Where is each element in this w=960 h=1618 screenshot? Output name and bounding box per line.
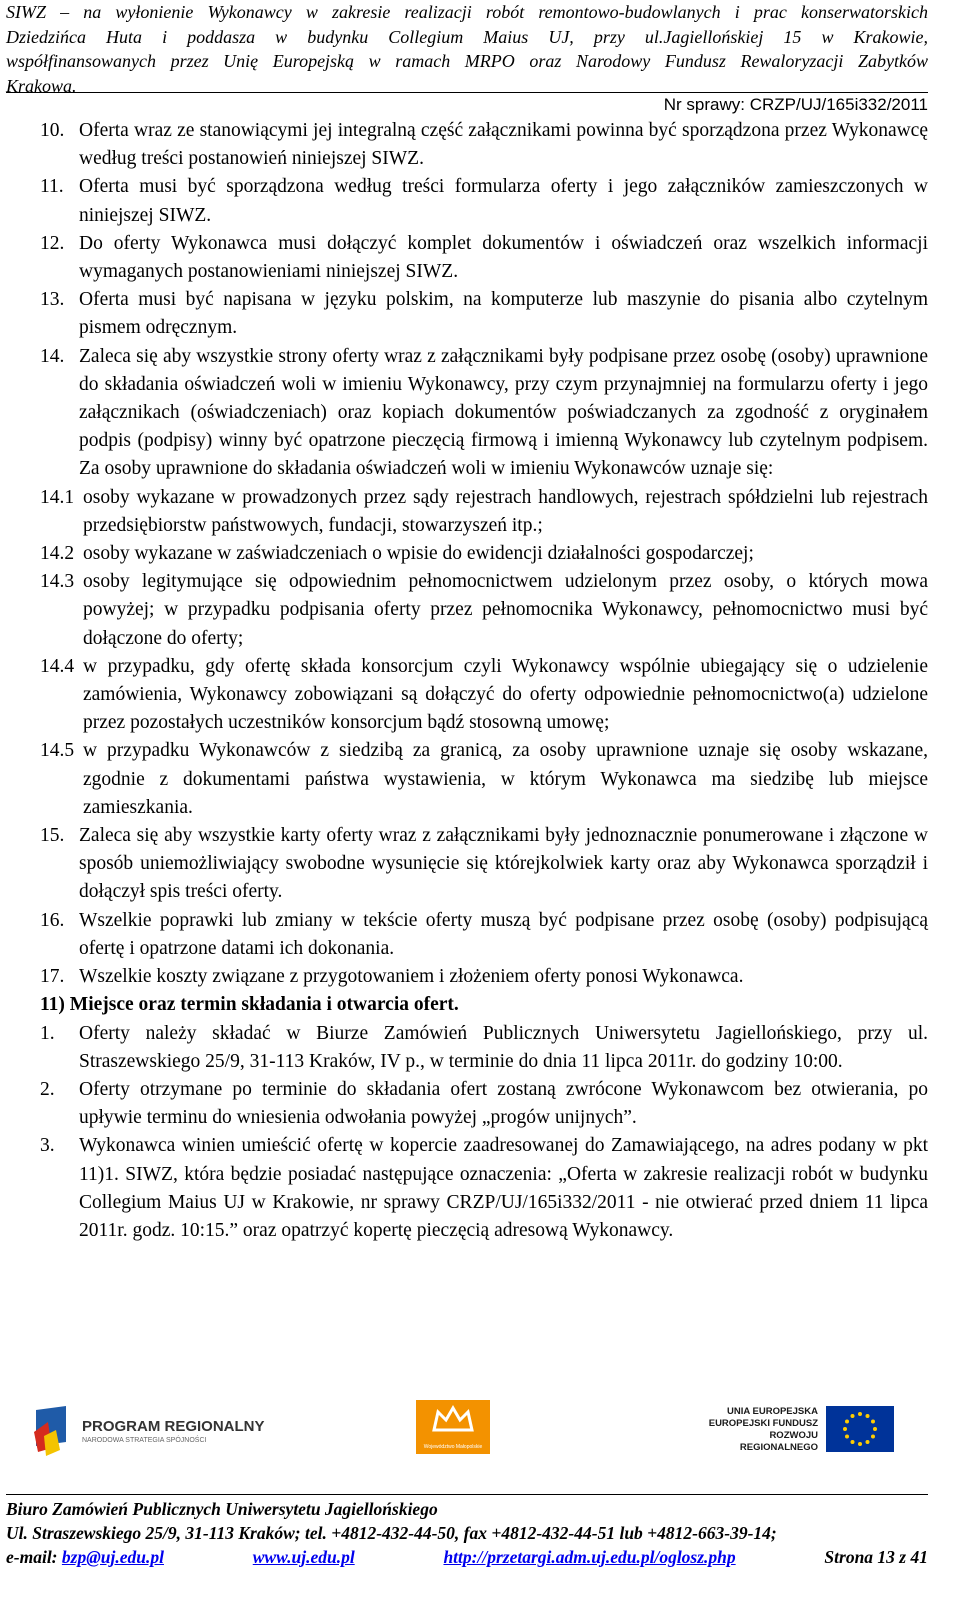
list-item [40, 173, 928, 229]
list-item-number: 3. [40, 1135, 55, 1157]
list-item-text: Zaleca się aby wszystkie strony oferty wraz z załącznikami były podpisane przez osobę (osoby) uprawnione do składania oświadczeń woli w imieniu Wykonawcy, przy czym przynajmniej na formularzu oferty i jego załącznikach (oświadczeniach) oraz kopiach dokumentów poświadczanych za zgodność z oryginałem podpis (podpisy) winny być opatrzone pieczęcią firmową i imienną Wykonawcy lub czytelnym podpisem. Za osoby uprawnione do składania oświadczeń woli w imieniu Wykonawców uznaje się: [79, 345, 928, 480]
footer-divider [6, 1494, 928, 1495]
eu-star [845, 1435, 849, 1439]
malopolska-crest-icon [416, 1400, 490, 1440]
footer-email-label: e-mail: [6, 1547, 58, 1567]
header-line-4: Krakowa. [6, 75, 77, 96]
sub-list-item-number: 14.1 [40, 486, 75, 508]
eu-star [866, 1414, 870, 1418]
funding-logos [20, 1398, 920, 1468]
eu-flag-icon [826, 1406, 894, 1452]
list-item-text: Zaleca się aby wszystkie karty oferty wraz z załącznikami były jednoznacznie ponumerowane i złączone w sposób uniemożliwiający swobodne wysunięcie się którejkolwiek karty oraz aby Wykonawca sporządził i dołączył spis treści oferty. [79, 825, 928, 903]
footer-office-name: Biuro Zamówień Publicznych Uniwersytetu Jagiellońskiego [6, 1499, 438, 1519]
list-item-number: 13. [40, 289, 65, 311]
header-line-1: SIWZ – na wyłonienie Wykonawcy w zakresie realizacji robót remontowo-budowlanych i prac konserwatorskich [6, 2, 928, 22]
program-regionalny-logo [30, 1402, 270, 1462]
page-number: Strona 13 z 41 [824, 1547, 928, 1567]
eu-fund-logo [700, 1406, 900, 1456]
sub-list-item-number: 14.3 [40, 571, 75, 593]
list-item-number: 16. [40, 909, 65, 931]
list-item [40, 1132, 928, 1245]
list-item-text: Oferta musi być napisana w języku polskim, na komputerze lub maszynie do pisania albo czytelnym pismem odręcznym. [79, 289, 928, 339]
list-item-text: Oferty otrzymane po terminie do składania ofert zostaną zwrócone Wykonawcom bez otwierania, po upływie terminu do wniesienia odwołania powyżej „progów unijnych”. [79, 1078, 928, 1129]
footer-website-link[interactable]: www.uj.edu.pl [252, 1547, 355, 1567]
submission-rules-list [40, 1020, 928, 1246]
sub-list-item-number: 14.2 [40, 543, 75, 565]
offer-requirements-list [40, 117, 928, 484]
program-subtitle: NARODOWA STRATEGIA SPÓJNOŚCI [82, 1437, 207, 1444]
sub-list-item [40, 568, 928, 653]
malopolska-logo [416, 1400, 490, 1454]
program-title: PROGRAM REGIONALNY [82, 1418, 265, 1435]
sub-list-item [40, 737, 928, 822]
footer-links-row [6, 1545, 928, 1569]
sub-list-item [40, 653, 928, 738]
list-item-number: 10. [40, 120, 65, 141]
list-item-number: 11. [40, 176, 64, 198]
list-item [40, 1076, 928, 1132]
sub-list-item-number: 14.5 [40, 740, 75, 762]
eu-star [843, 1427, 847, 1431]
footer-tenders-link[interactable]: http://przetargi.adm.uj.edu.pl/oglosz.php [443, 1547, 736, 1567]
eu-star [871, 1420, 875, 1424]
list-item-text: Wykonawca winien umieścić ofertę w kopercie zaadresowanej do Zamawiającego, na adres podany w pkt 11)1. SIWZ, która będzie posiadać następujące oznaczenia: „Oferta w zakresie realizacji robót w budynku Collegium Maius UJ w Krakowie, nr sprawy CRZP/UJ/165i332/2011 - nie otwierać przed dniem 11 lipca 2011r. godz. 10:15.” oraz opatrzyć kopertę pieczęcią adresową Wykonawcy. [79, 1135, 928, 1241]
list-item-number: 14. [40, 345, 65, 367]
sub-list-item-number: 14.4 [40, 655, 75, 677]
sub-list-item-text: w przypadku Wykonawców z siedzibą za granicą, za osoby uprawnione uznaje się osoby wskazane, zgodnie z dokumentami państwa wystawienia, w którym Wykonawca ma siedzibę lub miejsce zamieszkania. [83, 740, 928, 818]
document-header [6, 0, 928, 98]
list-item-text: Oferta musi być sporządzona według treści formularza oferty i jego załączników zamieszczonych w niniejszej SIWZ. [79, 176, 928, 226]
list-item [40, 343, 928, 484]
eu-star [858, 1412, 862, 1416]
header-line-2: Dziedzińca Huta i poddasza w budynku Collegium Maius UJ, przy ul.Jagiellońskiej 15 w Krakowie, [6, 26, 928, 47]
offer-requirements-list-continued [40, 822, 928, 991]
eu-line-1: UNIA EUROPEJSKA [727, 1406, 818, 1417]
page-content [40, 117, 928, 1245]
eu-star [845, 1420, 849, 1424]
eu-star [871, 1435, 875, 1439]
sub-list-item-text: w przypadku, gdy ofertę składa konsorcjum czyli Wykonawcy wspólnie ubiegający się o udzielenie zamówienia, Wykonawcy zobowiązani są dołączyć do oferty odpowiednie pełnomocnictwo(a) udzielone przez pozostałych uczestników konsorcjum bądź stosowną umowę; [83, 655, 928, 734]
eu-star [873, 1427, 877, 1431]
sub-list-item-text: osoby wykazane w prowadzonych przez sądy rejestrach handlowych, rejestrach spółdzielni lub rejestrach przedsiębiorstw państwowych, fundacji, stowarzyszeń itp.; [83, 486, 928, 536]
list-item-text: Wszelkie poprawki lub zmiany w tekście oferty muszą być podpisane przez osobę (osoby) podpisującą ofertę i opatrzone datami ich dokonania. [79, 909, 928, 959]
footer-email-group [6, 1545, 164, 1569]
sub-list-item [40, 540, 928, 568]
eu-star [851, 1414, 855, 1418]
list-item [40, 1020, 928, 1076]
eu-line-2: EUROPEJSKI FUNDUSZ [708, 1418, 818, 1429]
list-item-number: 12. [40, 232, 65, 254]
footer-address: Ul. Straszewskiego 25/9, 31-113 Kraków; tel. +4812-432-44-50, fax +4812-432-44-51 lub +4812-663-39-14; [6, 1523, 777, 1543]
list-item [40, 286, 928, 342]
list-item-text: Oferta wraz ze stanowiącymi jej integralną część załącznikami powinna być sporządzona przez Wykonawcę według treści postanowień niniejszej SIWZ. [79, 120, 928, 170]
list-item [40, 822, 928, 907]
footer-email-link[interactable]: bzp@uj.edu.pl [61, 1547, 164, 1567]
sub-list-item-text: osoby legitymujące się odpowiednim pełnomocnictwem udzielonym przez osoby, o których mowa powyżej; w przypadku podpisania oferty przez pełnomocnika Wykonawcy, pełnomocnictwo musi być dołączone do oferty; [83, 571, 928, 649]
eu-star [858, 1442, 862, 1446]
list-item-number: 1. [40, 1022, 55, 1044]
list-item [40, 963, 928, 991]
list-item-number: 2. [40, 1078, 55, 1100]
authorized-persons-list [40, 484, 928, 822]
list-item-number: 17. [40, 966, 65, 988]
sub-list-item [40, 484, 928, 540]
eu-star [851, 1440, 855, 1444]
list-item-text: Wszelkie koszty związane z przygotowaniem i złożeniem oferty ponosi Wykonawca. [79, 966, 744, 988]
malopolska-label: Województwo Małopolskie [423, 1444, 483, 1450]
eu-text [700, 1406, 818, 1454]
eu-line-3: ROZWOJU REGIONALNEGO [739, 1430, 818, 1453]
header-divider [6, 92, 928, 93]
list-item [40, 907, 928, 963]
section-heading: 11) Miejsce oraz termin składania i otwarcia ofert. [40, 994, 459, 1016]
case-number: Nr sprawy: CRZP/UJ/165i332/2011 [663, 95, 928, 114]
list-item-text: Oferty należy składać w Biurze Zamówień Publicznych Uniwersytetu Jagiellońskiego, przy ul. Straszewskiego 25/9, 31-113 Kraków, IV p., w terminie do dnia 11 lipca 2011r. do godziny 10:00. [79, 1022, 928, 1072]
document-footer [6, 1497, 928, 1569]
list-item [40, 117, 928, 173]
sub-list-item-text: osoby wykazane w zaświadczeniach o wpisie do ewidencji działalności gospodarczej; [83, 543, 754, 565]
list-item-text: Do oferty Wykonawca musi dołączyć komplet dokumentów i oświadczeń oraz wszelkich informacji wymaganych postanowieniami niniejszej SIWZ. [79, 232, 928, 283]
eu-star [866, 1440, 870, 1444]
list-item-number: 15. [40, 825, 65, 847]
header-line-3: współfinansowanych przez Unię Europejską w ramach MRPO oraz Narodowy Fundusz Rewaloryzacji Zabytków [6, 51, 928, 71]
list-item [40, 230, 928, 286]
